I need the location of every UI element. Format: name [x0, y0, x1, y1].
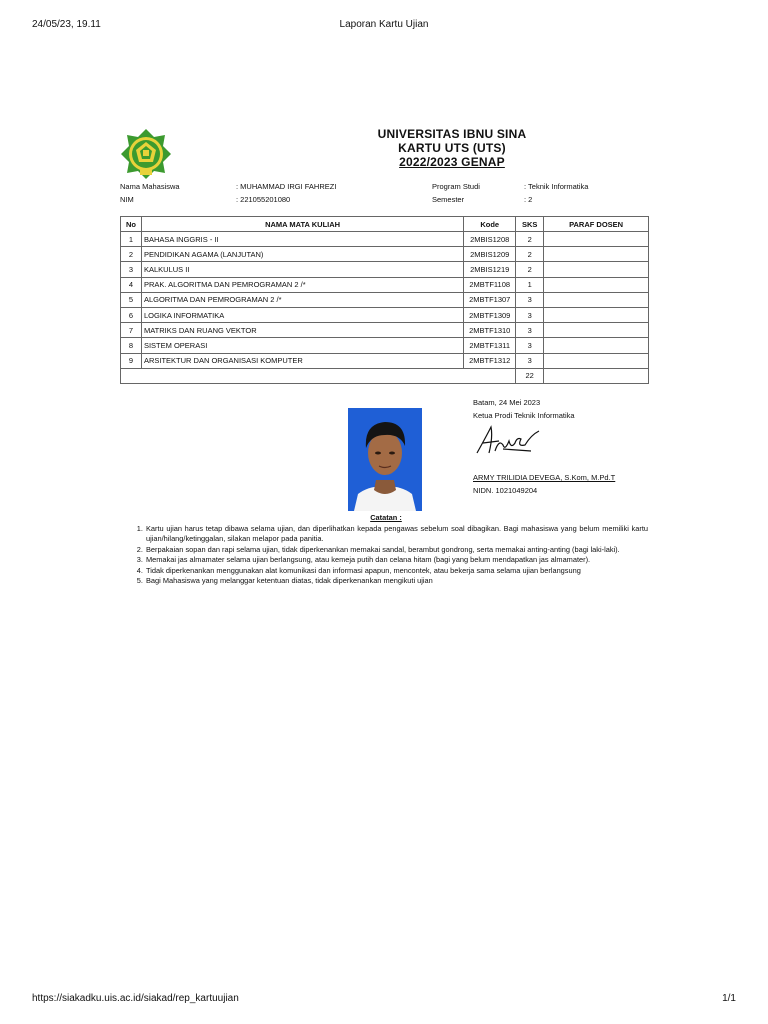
table-row [121, 292, 649, 307]
row-course-name: BAHASA INGGRIS - II [141, 232, 463, 247]
signature-block [473, 396, 673, 497]
list-item: 3. Memakai jas almamater selama ujian berlangsung, atau kemeja putih dan celana hitam (bagi yang belum mendapatkan jas almamater). [145, 555, 648, 566]
row-signature-cell [544, 323, 649, 338]
row-sks: 2 [516, 232, 544, 247]
handwritten-signature-icon [473, 423, 543, 459]
row-sks: 2 [516, 247, 544, 262]
course-table [120, 216, 649, 384]
row-signature-cell [544, 353, 649, 368]
sign-nidn: NIDN. 1021049204 [473, 486, 538, 495]
row-signature-cell [544, 247, 649, 262]
notes-list [136, 524, 648, 587]
table-row [121, 247, 649, 262]
print-datetime: 24/05/23, 19.11 [32, 19, 101, 30]
col-header-course: NAMA MATA KULIAH [141, 217, 463, 232]
sign-role: Ketua Prodi Teknik Informatika [473, 411, 575, 420]
row-course-code: 2MBIS1209 [464, 247, 516, 262]
row-signature-cell [544, 338, 649, 353]
table-row [121, 307, 649, 322]
table-total-row [121, 368, 649, 383]
row-course-name: SISTEM OPERASI [141, 338, 463, 353]
row-course-name: MATRIKS DAN RUANG VEKTOR [141, 323, 463, 338]
row-course-name: ALGORITMA DAN PEMROGRAMAN 2 /* [141, 292, 463, 307]
row-no: 4 [121, 277, 142, 292]
nim-label: NIM [120, 195, 134, 204]
student-photo [348, 408, 422, 511]
row-sks: 2 [516, 262, 544, 277]
list-item: 4. Tidak diperkenankan menggunakan alat komunikasi dan informasi apapun, mencontek, atau bekerja sama selama ujian berlangsung [145, 566, 648, 577]
col-header-code: Kode [464, 217, 516, 232]
row-sks: 3 [516, 292, 544, 307]
academic-period: 2022/2023 GENAP [399, 155, 505, 169]
row-no: 8 [121, 338, 142, 353]
row-signature-cell [544, 277, 649, 292]
row-course-name: LOGIKA INFORMATIKA [141, 307, 463, 322]
total-signature-cell [544, 368, 649, 383]
table-row [121, 277, 649, 292]
program-value: : Teknik Informatika [524, 182, 589, 191]
col-header-sks: SKS [516, 217, 544, 232]
col-header-no: No [121, 217, 142, 232]
row-course-code: 2MBTF1309 [464, 307, 516, 322]
list-item: 5. Bagi Mahasiswa yang melanggar ketentuan diatas, tidak diperkenankan mengikuti ujian [145, 576, 648, 587]
nim-value: : 221055201080 [236, 195, 291, 204]
name-value: : MUHAMMAD IRGI FAHREZI [236, 182, 337, 191]
row-signature-cell [544, 262, 649, 277]
row-course-code: 2MBTF1108 [464, 277, 516, 292]
row-course-code: 2MBTF1307 [464, 292, 516, 307]
row-signature-cell [544, 307, 649, 322]
row-signature-cell [544, 292, 649, 307]
row-course-code: 2MBTF1312 [464, 353, 516, 368]
col-header-signature: PARAF DOSEN [544, 217, 649, 232]
row-sks: 3 [516, 323, 544, 338]
row-no: 5 [121, 292, 142, 307]
sign-place-date: Batam, 24 Mei 2023 [473, 398, 541, 407]
row-sks: 3 [516, 353, 544, 368]
print-url: https://siakadku.uis.ac.id/siakad/rep_kartuujian [32, 993, 239, 1004]
print-page-number: 1/1 [722, 993, 736, 1004]
row-course-code: 2MBTF1310 [464, 323, 516, 338]
notes-title: Catatan : [370, 513, 402, 522]
print-title: Laporan Kartu Ujian [339, 19, 429, 30]
table-row [121, 353, 649, 368]
row-no: 1 [121, 232, 142, 247]
total-sks: 22 [516, 368, 544, 383]
table-row [121, 262, 649, 277]
list-item: 1. Kartu ujian harus tetap dibawa selama ujian, dan diperlihatkan kepada pengawas sebelum soal dibagikan. Bagi mahasiswa yang belum memiliki kartu ujian/hilang/ketinggalan, silakan melapor pada panitia. [145, 524, 648, 545]
table-row [121, 232, 649, 247]
print-footer [32, 993, 736, 1007]
card-titles [120, 127, 768, 169]
row-no: 2 [121, 247, 142, 262]
card-title: KARTU UTS (UTS) [398, 141, 506, 155]
university-name: UNIVERSITAS IBNU SINA [377, 127, 527, 141]
table-row [121, 338, 649, 353]
table-header-row [121, 217, 649, 232]
row-sks: 1 [516, 277, 544, 292]
sign-name: ARMY TRILIDIA DEVEGA, S.Kom, M.Pd.T [473, 473, 616, 482]
row-course-name: PENDIDIKAN AGAMA (LANJUTAN) [141, 247, 463, 262]
row-course-name: KALKULUS II [141, 262, 463, 277]
table-row [121, 323, 649, 338]
row-course-code: 2MBTF1311 [464, 338, 516, 353]
semester-label: Semester [432, 195, 465, 204]
print-header [32, 19, 736, 33]
row-no: 7 [121, 323, 142, 338]
list-item: 2. Berpakaian sopan dan rapi selama ujian, tidak diperkenankan memakai sandal, berambut gondrong, serta memakai anting-anting (bagi laki-laki). [145, 545, 648, 556]
notes-section [136, 513, 648, 587]
program-label: Program Studi [432, 182, 480, 191]
row-course-name: PRAK. ALGORITMA DAN PEMROGRAMAN 2 /* [141, 277, 463, 292]
row-course-code: 2MBIS1219 [464, 262, 516, 277]
row-signature-cell [544, 232, 649, 247]
row-sks: 3 [516, 338, 544, 353]
row-sks: 3 [516, 307, 544, 322]
row-course-name: ARSITEKTUR DAN ORGANISASI KOMPUTER [141, 353, 463, 368]
name-label: Nama Mahasiswa [120, 182, 180, 191]
row-no: 9 [121, 353, 142, 368]
row-no: 6 [121, 307, 142, 322]
semester-value: : 2 [524, 195, 533, 204]
total-spacer [121, 368, 516, 383]
row-no: 3 [121, 262, 142, 277]
row-course-code: 2MBIS1208 [464, 232, 516, 247]
